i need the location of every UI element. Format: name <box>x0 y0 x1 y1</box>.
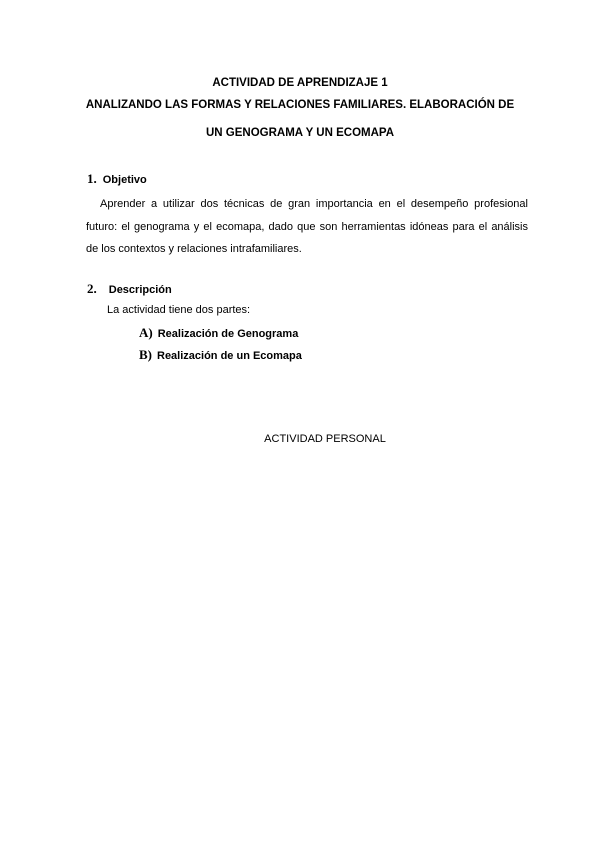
section-number: 1. <box>87 171 97 186</box>
list-item-letter: A) <box>139 325 153 340</box>
list-item-text: Realización de un Ecomapa <box>157 350 302 362</box>
section-objetivo-heading <box>87 171 147 187</box>
document-title-line-1: ACTIVIDAD DE APRENDIZAJE 1 <box>212 77 388 89</box>
document-title-line-3: UN GENOGRAMA Y UN ECOMAPA <box>205 127 395 139</box>
section-heading-text: Objetivo <box>102 174 147 186</box>
objetivo-paragraph: Aprender a utilizar dos técnicas de gran importancia en el desempeño profesional futuro: el genograma y el ecomapa, dado que son herramientas idóneas para el análisis de los contextos y relaciones intrafamiliares. <box>86 198 528 255</box>
list-item-ecomapa <box>139 347 302 363</box>
descripcion-intro: La actividad tiene dos partes: <box>107 304 251 316</box>
list-item-genograma <box>139 325 298 341</box>
section-descripcion-heading <box>87 281 172 297</box>
actividad-personal-note: ACTIVIDAD PERSONAL <box>264 433 386 445</box>
list-item-text: Realización de Genograma <box>157 328 299 340</box>
section-heading-text: Descripción <box>108 284 172 296</box>
list-item-letter: B) <box>139 347 152 362</box>
section-number: 2. <box>87 281 97 296</box>
document-title-line-2: ANALIZANDO LAS FORMAS Y RELACIONES FAMILIARES. ELABORACIÓN DE <box>85 99 515 111</box>
